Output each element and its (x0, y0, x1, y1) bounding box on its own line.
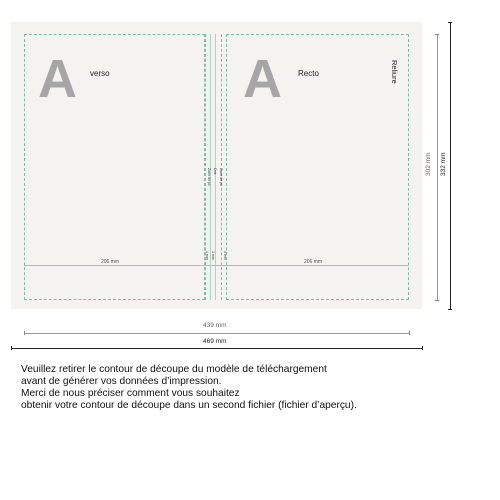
recto-width-label: 206 mm (304, 259, 323, 265)
spine-line-right (215, 34, 216, 300)
inner-height-dimension-line (437, 34, 438, 300)
dimension-tick (435, 34, 439, 35)
inner-width-label: 439 mm (203, 322, 227, 329)
outer-width-dimension-line (11, 348, 422, 349)
spine-width-label: 4 mm (205, 251, 209, 260)
spine-line-left (210, 34, 211, 300)
spine-fold-zone-label-right: Zone de pli (219, 168, 223, 186)
notice-line: avant de générer vos données d’impression. (21, 376, 222, 387)
fold-line (221, 34, 222, 300)
binding-label: Reliure (390, 60, 399, 84)
recto-label: Recto (298, 69, 319, 78)
verso-width-label: 206 mm (101, 259, 120, 265)
notice-line: obtenir votre contour de découpe dans un second fichier (fichier d’aperçu). (21, 400, 357, 411)
verso-label: verso (90, 69, 110, 78)
notice-line: Veuillez retirer le contour de découpe du modèle de téléchargement (21, 364, 327, 375)
spine-back-label: Dos (213, 168, 217, 175)
inner-width-dimension-line (24, 333, 409, 334)
inner-height-label: 302 mm (425, 152, 432, 176)
spine-width-label: 1 mm (211, 251, 215, 260)
dimension-tick (448, 22, 452, 23)
outer-height-label: 332 mm (440, 152, 447, 176)
dimension-tick (11, 346, 12, 350)
panel-width-guide (24, 265, 409, 266)
notice-line: Merci de nous préciser comment vous souhaitez (21, 388, 240, 399)
dimension-tick (422, 346, 423, 350)
spine-fold-zone-label-left: Zone de pli (207, 168, 211, 186)
fold-line (205, 34, 206, 300)
spine-width-label: 4 mm (223, 251, 227, 260)
dimension-tick (409, 331, 410, 335)
verso-letter: A (38, 49, 77, 109)
outer-height-dimension-line (450, 22, 451, 309)
outer-width-label: 469 mm (203, 338, 227, 345)
cut-contour-notice (21, 364, 357, 412)
dimension-tick (435, 300, 439, 301)
recto-letter: A (243, 49, 282, 109)
dimension-tick (448, 309, 452, 310)
dimension-tick (24, 331, 25, 335)
